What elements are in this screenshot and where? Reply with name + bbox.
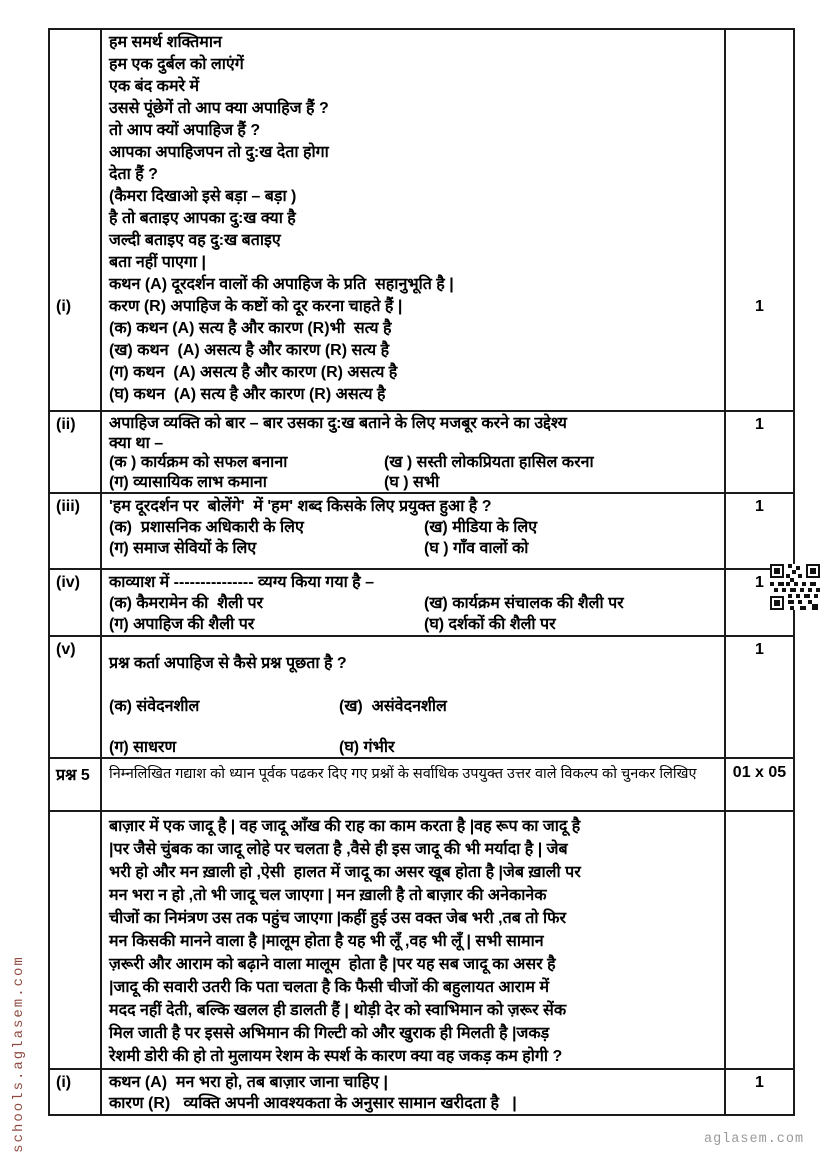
option-line: [109, 593, 720, 614]
empty-label-cell: [50, 812, 102, 1068]
question-number: (i): [50, 1070, 102, 1114]
poem-line: बता नहीं पाएगा |: [109, 254, 206, 271]
option-d: (घ ) गाँव वालों को: [424, 540, 529, 557]
question-content: [102, 30, 724, 410]
question-number: (iii): [50, 494, 102, 568]
option-c: (ग) समाज सेवियों के लिए: [109, 540, 257, 557]
option-line: [109, 696, 720, 717]
passage-line: भरी हो और मन ख़ाली हो ,ऐसी हालत में जादू का असर खूब होता है |जेब ख़ाली पर: [109, 864, 581, 881]
question-content: [102, 637, 724, 757]
qr-code: [770, 564, 820, 610]
question-number: (iv): [50, 570, 102, 635]
question-row-s5-i: [50, 1070, 793, 1114]
option-line: [109, 538, 720, 559]
option-line: (ग) कथन (A) असत्य है और कारण (R) असत्य है: [109, 364, 398, 381]
option-line: [109, 473, 720, 493]
poem-line: उससे पूंछेगें तो आप क्या अपाहिज हैं ?: [109, 100, 329, 117]
question-row-ii: [50, 412, 793, 494]
question-table: [48, 28, 795, 1116]
passage-line: मन भरा न हो ,तो भी जादू चल जाएगा | मन ख़ाली है तो बाज़ार की अनेकानेक: [109, 887, 547, 904]
option-c: (ग) साधरण: [109, 739, 177, 756]
question-content: [102, 570, 724, 635]
marks-cell: 1: [724, 412, 793, 492]
option-line: (क) कथन (A) सत्य है और कारण (R)भी सत्य है: [109, 320, 392, 337]
question-line: अपाहिज व्यक्ति को बार – बार उसका दु:ख बताने के लिए मजबूर करने का उद्देश्य: [109, 415, 567, 432]
question-line: काव्याश में --------------- व्यग्य किया गया है –: [109, 574, 375, 591]
question-number: (i): [50, 30, 102, 410]
question-line: क्या था –: [109, 434, 164, 452]
poem-line: हम समर्थ शक्तिमान: [109, 34, 222, 51]
option-d: (घ ) सभी: [384, 473, 440, 491]
question-row-i: [50, 30, 793, 412]
watermark-bottom-right: aglasem.com: [704, 1132, 805, 1147]
reason-line: कारण (R) व्यक्ति अपनी आवश्यकता के अनुसार सामान खरीदता है |: [109, 1095, 517, 1112]
passage-content: [102, 812, 724, 1068]
option-line: [109, 517, 720, 538]
passage-line: मदद नहीं देती, बल्कि खलल ही डालती हैं | थोड़ी देर को स्वाभिमान को ज़रूर सेंक: [109, 1002, 567, 1019]
question-row-iii: [50, 494, 793, 570]
passage-line: चीजों का निमंत्रण उस तक पहुंच जाएगा |कहीं हुई उस वक्त जेब भरी ,तब तो फिर: [109, 910, 567, 927]
question-line: प्रश्न कर्ता अपाहिज से कैसे प्रश्न पूछता है ?: [109, 655, 347, 672]
option-c: (ग) अपाहिज की शैली पर: [109, 616, 255, 633]
option-a: (क) कैमरामेन की शैली पर: [109, 595, 264, 612]
marks-cell: 01 x 05: [724, 759, 793, 810]
assertion-line: कथन (A) दूरदर्शन वालों की अपाहिज के प्रति सहानुभूति है |: [109, 276, 454, 293]
option-line: (घ) कथन (A) सत्य है और कारण (R) असत्य है: [109, 386, 386, 403]
passage-row: [50, 812, 793, 1070]
poem-line: (कैमरा दिखाओ इसे बड़ा – बड़ा ): [109, 188, 297, 205]
marks-cell: 1: [724, 30, 793, 410]
watermark-left: schools.aglasem.com: [11, 955, 27, 1153]
option-d: (घ) गंभीर: [339, 739, 395, 756]
option-b: (ख) कार्यक्रम संचालक की शैली पर: [424, 595, 624, 612]
option-d: (घ) दर्शकों की शैली पर: [424, 616, 556, 633]
section-number: प्रश्न 5: [50, 759, 102, 810]
question-number: (v): [50, 637, 102, 757]
marks-cell: 1: [724, 1070, 793, 1114]
passage-line: मिल जाती है पर इससे अभिमान की गिल्टी को और खुराक ही मिलती है |जकड़: [109, 1025, 550, 1042]
poem-line: एक बंद कमरे में: [109, 78, 200, 95]
option-line: [109, 453, 720, 473]
question-content: [102, 494, 724, 568]
option-line: [109, 614, 720, 635]
passage-line: बाज़ार में एक जादू है | वह जादू आँख की राह का काम करता है |वह रूप का जादू है: [109, 818, 581, 835]
marks-cell: 1: [724, 494, 793, 568]
passage-line: मन किसकी मानने वाला है |मालूम होता है यह भी लूँ ,वह भी लूँ | सभी सामान: [109, 933, 544, 950]
question-number: (ii): [50, 412, 102, 492]
option-line: (ख) कथन (A) असत्य है और कारण (R) सत्य है: [109, 342, 390, 359]
passage-line: |जादू की सवारी उतरी कि पता चलता है कि फैसी चीजों की बहुलायत आराम में: [109, 979, 550, 996]
option-b: (ख) असंवेदनशील: [339, 698, 447, 715]
question-content: [102, 1070, 724, 1114]
poem-line: हम एक दुर्बल को लाएंगें: [109, 56, 244, 73]
poem-line: जल्दी बताइए वह दु:ख बताइए: [109, 232, 281, 249]
section-instruction: निम्नलिखित गद्याश को ध्यान पूर्वक पढकर दिए गए प्रश्नों के सर्वाधिक उपयुक्त उत्तर वाले विकल्प को चुनकर लिखिए: [109, 766, 697, 782]
option-a: (क ) कार्यक्रम को सफल बनाना: [109, 454, 288, 471]
option-b: (ख ) सस्ती लोकप्रियता हासिल करना: [384, 454, 594, 471]
passage-line: रेशमी डोरी की हो तो मुलायम रेशम के स्पर्श के कारण क्या वह जकड़ कम होगी ?: [109, 1048, 563, 1065]
poem-line: देता हैं ?: [109, 166, 158, 183]
poem-line: तो आप क्यों अपाहिज हैं ?: [109, 122, 261, 139]
question-row-iv: [50, 570, 793, 637]
question-content: [102, 412, 724, 492]
passage-line: ज़रूरी और आराम को बढ़ाने वाला मालूम होता है |पर यह सब जादू का असर है: [109, 956, 556, 973]
question-line: 'हम दूरदर्शन पर बोलेंगे' में 'हम' शब्द किसके लिए प्रयुक्त हुआ है ?: [109, 498, 492, 515]
assertion-line: कथन (A) मन भरा हो, तब बाज़ार जाना चाहिए |: [109, 1074, 388, 1091]
option-c: (ग) व्यासायिक लाभ कमाना: [109, 473, 267, 491]
section-header-row: [50, 759, 793, 812]
marks-cell: 1: [724, 570, 793, 635]
poem-line: आपका अपाहिजपन तो दु:ख देता होगा: [109, 144, 329, 161]
passage-line: |पर जैसे चुंबक का जादू लोहे पर चलता है ,वैसे ही इस जादू की भी मर्यादा है | जेब: [109, 841, 568, 858]
empty-marks-cell: [724, 812, 793, 1068]
option-a: (क) संवेदनशील: [109, 698, 200, 715]
poem-line: है तो बताइए आपका दु:ख क्या है: [109, 210, 296, 227]
option-b: (ख) मीडिया के लिए: [424, 519, 538, 536]
reason-line: करण (R) अपाहिज के कष्टों को दूर करना चाहते हैं |: [109, 298, 403, 315]
marks-cell: 1: [724, 637, 793, 757]
question-row-v: [50, 637, 793, 759]
option-a: (क) प्रशासनिक अधिकारी के लिए: [109, 519, 304, 536]
option-line: [109, 737, 720, 757]
